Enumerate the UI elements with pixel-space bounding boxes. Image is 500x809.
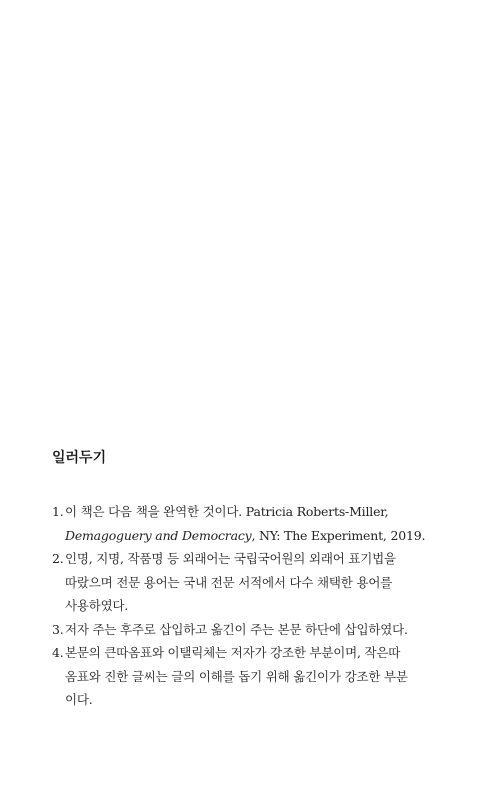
notes-list — [52, 500, 452, 712]
notes-title: 일러두기 — [52, 450, 107, 466]
note-line: 따랐으며 전문 용어는 국내 전문 서적에서 다수 채택한 용어를 — [65, 574, 393, 590]
book-title: Demagoguery and Democracy — [65, 527, 252, 543]
note-line: 본문의 큰따옴표와 이탤릭체는 저자가 강조한 부분이며, 작은따 — [65, 645, 401, 660]
note-number: 1. — [52, 504, 64, 519]
note-item-3 — [52, 618, 452, 642]
note-line: 저자 주는 후주로 삽입하고 옮긴이 주는 본문 하단에 삽입하였다. — [65, 621, 408, 637]
note-number: 3. — [52, 621, 64, 637]
note-item-1 — [52, 500, 452, 547]
note-item-4 — [52, 641, 452, 712]
note-line: 인명, 지명, 작품명 등 외래어는 국립국어원의 외래어 표기법을 — [65, 551, 396, 566]
book-publication-info: , NY: The Experiment, 2019. — [251, 527, 426, 543]
note-number: 2. — [52, 551, 64, 566]
note-number: 4. — [52, 645, 64, 660]
note-line — [65, 524, 452, 548]
note-line: 이 책은 다음 책을 완역한 것이다. Patricia Roberts-Miller, — [65, 504, 389, 519]
editorial-notes-section — [52, 448, 452, 712]
note-line: 사용하였다. — [65, 598, 129, 613]
note-line: 이다. — [65, 692, 93, 707]
note-line: 옴표와 진한 글씨는 글의 이해를 돕기 위해 옮긴이가 강조한 부분 — [65, 668, 408, 684]
note-item-2 — [52, 547, 452, 618]
